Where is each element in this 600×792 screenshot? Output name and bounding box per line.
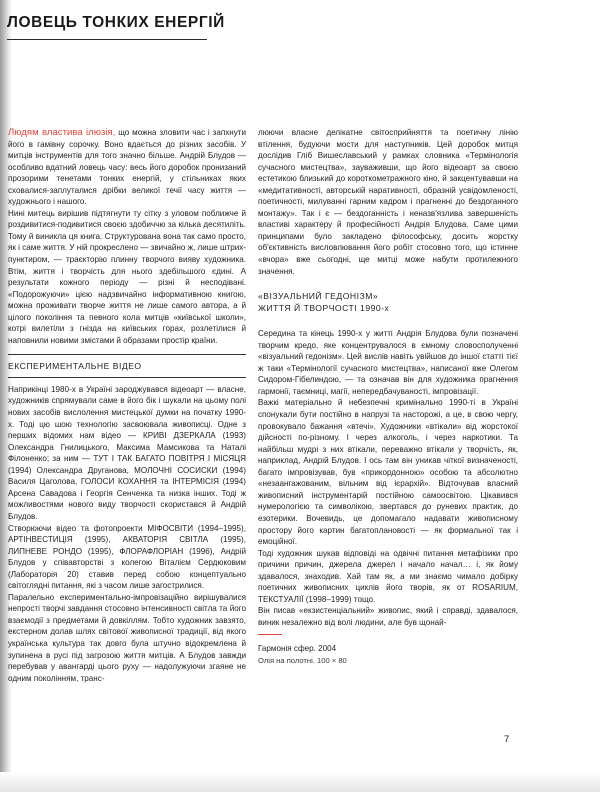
section-heading-video: ЕКСПЕРИМЕНТАЛЬНЕ ВІДЕО [8,361,142,372]
caption-divider [258,634,282,635]
section-heading-hedonism: «ВІЗУАЛЬНИЙ ГЕДОНІЗМ» [258,291,379,302]
artwork-caption-meta: Олія на полотні. 100 × 80 [258,655,347,665]
section-subheading: ЖИТТЯ Й ТВОРЧОСТІ 1990-х [258,302,390,313]
paragraph: Наприкінці 1980-х в Україні зароджувався відеоарт — власне, художників спрямували саме в його бік і шукали на цьому полі нових засобів вислолення мистецької думки на початку 1990-х. Тоді цю шою технологію засвоювала живописці. Одне з перших відомих нам відео — КРИВІ ДЗЕРКАЛА (1993) Олександра Гнилицького, Максима Мамсикова та Наталі Філоненко; за ним — ТУТ І ТАК БАГАТО ПОВІТРЯ І МІСЯЦЯ (1994) Олександра Друганова, МОЛОЧНІ СОСИСКИ (1994) Василя Цаголова, ГОЛОСИ КОХАННЯ та ІНТЕРМІСІЯ (1994) Арсена Савадова і Георгія Сенченка та низка інших. Тоді ж можливостями нового виду творчості скористався й Андрій Блудов. [8,384,246,521]
left-column [8,127,246,684]
artwork-caption-title: Гармонія сфер. 2004 [258,644,337,654]
paragraph: Створюючи відео та фотопроекти МІФОСВІТИ (1994–1995), АРТІНВЕСТИЦІЯ (1995), АКВАТОРІЯ СВІТЛА (1995), ЛИПНЕВЕ РОНДО (1995), ФЛОРАФЛОРІАН (1996), Андрій Блудов у співавторстві з колегою Віталієм Сердюковим (Лабораторія 20) ставив перед собою концептуально світоглядні питання, які з часом лише загострилися. [8,523,246,591]
section-divider [8,354,246,355]
lead-phrase: Людям властива ілюзія, [8,127,116,138]
paragraph: Тоді художник шукав відповіді на одвічні питання метафізики про причини причин, джерела джерел і начало начал… і, як йому здавалося, знаходив. Хай там як, а ми знаємо чимало добірку поетичних живописних циклів його творів, як от ROSARIUM, ТЕКСТУАЛІЇ (1998–1999) тощо. [258,548,518,604]
title-underline [7,39,207,40]
paragraph: люючи власне делікатне світосприйняття та поетичну лінію втілення, будуючи мости для наступників. Цей доробок митця дослідив Гліб Вишеславський у рамках словника «Термінологія сучасного мистецтва», зауваживши, що його відеоарт за своєю естетикою близький до короткометражного кіно, й закцентувавши на «медитативності, авторській наративності, образній усвідомленості, поетичності, милуванні гарним кадром і прагненні до бездоганного монтажу». Так і є — бездоганність і неназв'язлива завершеність властиві характеру й професійності Андрія Блудова. Саме цими принципами було закладено філософську, досить жорстку об'єктивність висловлювання його робіт стосовно того, що істинне «вчора» вже сьогодні, ще митці може набути протилежного значення. [258,128,518,276]
intro-text: що можна зловити час і запхнути його в гамівну сорочку. Воно вдається до різних засобів. У митців інструментів для того значно більше. Андрій Блудов — особливо вдатний ловець часу: весь його доробок пронизаний прозорими тенетами тонких енергій, у стільниках яких сховалися-заплуталися дрібки великої течії часу життя — художнього і нашого. [8,128,247,207]
paragraph: Він писав «екзистенціальний» живопис, який і справді, здавалося, виник незалежно від волі людини, але був щонай- [258,606,518,627]
paragraph: Паралельно експериментально-імпровізаційно вирішувалися непрості творчі завдання стосовно інтенсивності світла та його взаємодії з предметами й довкіллям. Тобто художник завзято, екстерном долав шлях світової живописної традиції, від якого українська культура так довго була штучно відокремлена й зупинена в русі під загрозою життя митців. А Блудов завжди перебував у авангарді цього руху — надолужуючи згаяне не одним поколінням, транс- [8,592,246,683]
page-number: 7 [504,734,510,745]
right-column [258,127,518,667]
paragraph: Нині митець вирішив підтягнути ту сітку з уловом поближче й роздивитися-подивитися своєю здобиччю за кілька десятиліть. Тому й виникла ця книга. Структурована вона так само просто, як і саме життя. У ній прокреслено — звичайно ж, лише штрих-пунктиром, — траєкторію плинну творчого вияву художника. Втім, життя і творчість для нього здебільшого єдині. А результати кожного періоду — різні й несподівані. «Подорожуючи» цією надзвичайно інформативною книгою, можна проживати творче життя не лише самого автора, а й цілого покоління та певного кола митців «київської школи», котрі вилетіли з гнізда на київських горах, розлетілися й наповнили новими змістами й образами простір країни. [8,208,246,345]
page-bottom-shadow [0,772,600,792]
paragraph: Важкі матеріально й небезпечні кримінально 1990-ті в Україні спонукали бути постійно в напрузі та насторожі, а це, в свою чергу, провокувало бажання «втечі». Художники «втікали» від жорстокої дійсності по-різному. І через алкоголь, і через наркотики. Та найбільш мудрі з них втікали, переважно втікали у творчість, як, наприклад, Андрій Блудов. І ось там він уникав чіткої визначеності, багато імпровізував, був «прикордонною» особою та абсолютно «незаангажованим, вільним від ієрархій». Відточував власний живописний інструментарій постійною самоосвітою. Цікавився нумерологією та символікою, звертався до руневих практик, до езотерики. Вочевидь, це допомагало надавати живописному простору його картин багатоплановості — як формальної так і емоційної. [258,398,518,547]
article-title: ЛОВЕЦЬ ТОНКИХ ЕНЕРГІЙ [7,14,225,31]
paragraph: Середина та кінець 1990-х у житті Андрія Блудова були позначені творчим кредо, яке концентрувалося в ємному словосполученні «візуальний гедонізм». Цей вислів навіть увійшов до іншої статті тієї ж таки «Термінології сучасного мистецтва», написаної вже Олегом Сидором-Гібелиндою, — та означав він для художника прагнення гармонії, таємниці, магії, непередбачуваності, імпровізації. [258,329,518,396]
intro-paragraph [8,127,246,208]
section-divider [8,377,246,378]
